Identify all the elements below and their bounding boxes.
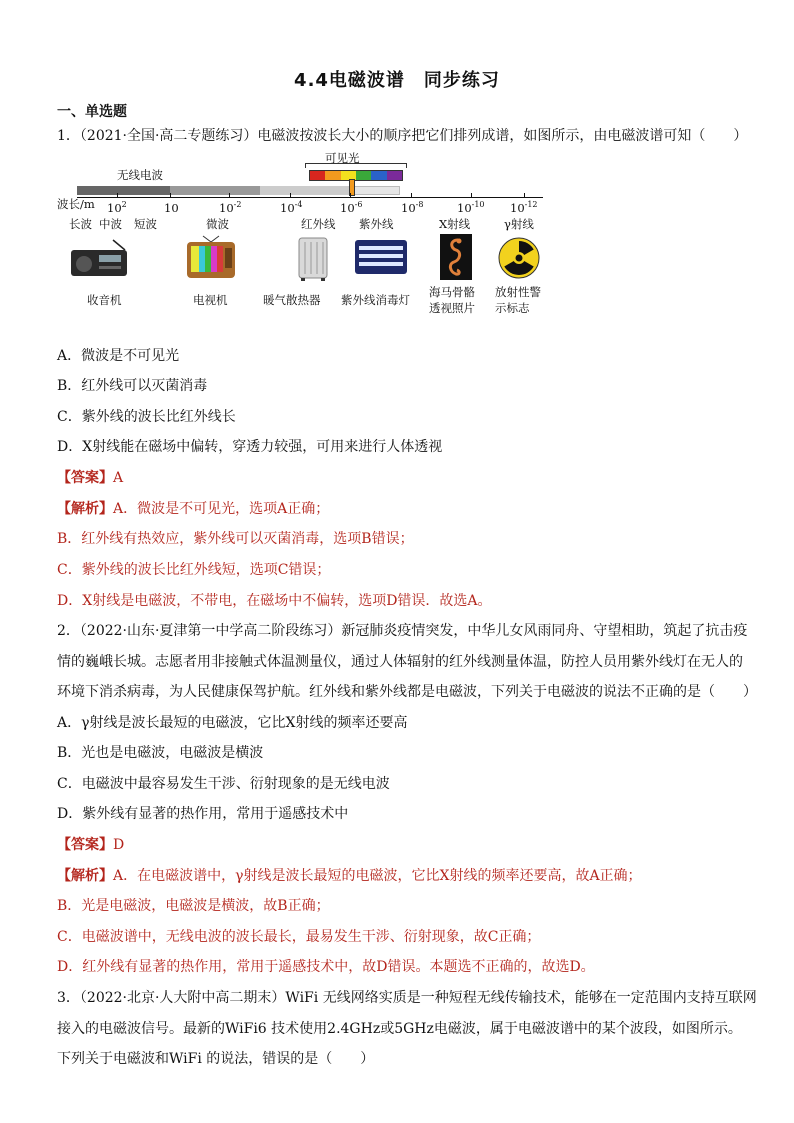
tick-label: $10^2$	[107, 200, 127, 215]
q1-option-c: C．紫外线的波长比红外线长	[57, 409, 236, 425]
q2-option-d: D．紫外线有显著的热作用，常用于遥感技术中	[57, 806, 349, 822]
q1-option-b: B．红外线可以灭菌消毒	[57, 378, 208, 394]
q1-answer: 【答案】A	[57, 470, 124, 486]
band-ultraviolet	[350, 186, 400, 195]
q2-stem-line-1: 2．（2022·山东·夏津第一中学高二阶段练习）新冠肺炎疫情突发，中华儿女风雨同舟、守望相助，筑起了抗击疫	[57, 623, 748, 639]
tick	[471, 193, 472, 198]
q3-stem-line-2: 接入的电磁波信号。最新的WiFi6 技术使用2.4GHz或5GHz电磁波，属于电磁波谱中的某个波段，如图所示。	[57, 1021, 742, 1037]
caption-radio: 收音机	[87, 293, 122, 307]
q2-analysis-b: B．光是电磁波，电磁波是横波，故B正确；	[57, 898, 330, 914]
caption-seahorse-2: 透视照片	[429, 301, 475, 315]
caption-radiator: 暖气散热器	[263, 293, 321, 307]
q2-option-a: A．γ射线是波长最短的电磁波，它比X射线的频率还要高	[57, 715, 408, 731]
tick-label: $10^{-12}$	[510, 200, 538, 215]
category-gamma: γ射线	[504, 217, 534, 231]
tick	[524, 193, 525, 198]
tick-label: 10	[164, 200, 179, 215]
caption-radiation-2: 示标志	[495, 301, 530, 315]
q1-analysis-c: C．紫外线的波长比红外线短，选项C错误；	[57, 562, 331, 578]
q2-analysis-a: 【解析】A．在电磁波谱中，γ射线是波长最短的电磁波，它比X射线的频率还要高，故A正确；	[57, 868, 642, 884]
color-blue	[371, 171, 386, 180]
radio-wave-label: 无线电波	[117, 168, 163, 182]
q2-option-b: B．光也是电磁波，电磁波是横波	[57, 745, 264, 761]
tick-label: $10^{-10}$	[457, 200, 485, 215]
color-green	[356, 171, 371, 180]
category-long-wave: 长波	[69, 217, 92, 231]
category-short-wave: 短波	[134, 217, 157, 231]
seahorse-xray-icon	[440, 234, 472, 280]
q1-option-a: A．微波是不可见光	[57, 348, 180, 364]
q1-analysis-b: B．红外线有热效应，紫外线可以灭菌消毒，选项B错误；	[57, 531, 414, 547]
radio-icon	[69, 238, 129, 278]
caption-tv: 电视机	[193, 293, 228, 307]
color-red	[310, 171, 325, 180]
category-microwave: 微波	[206, 217, 229, 231]
q2-answer: 【答案】D	[57, 837, 125, 853]
section-heading: 一、单选题	[57, 104, 127, 120]
caption-uv-lamp: 紫外线消毒灯	[341, 293, 410, 307]
caption-seahorse-1: 海马骨骼	[429, 285, 475, 299]
q1-option-d: D．X射线能在磁场中偏转，穿透力较强，可用来进行人体透视	[57, 439, 443, 455]
q3-stem-line-1: 3．（2022·北京·人大附中高二期末）WiFi 无线网络实质是一种短程无线传输技术，能够在一定范围内支持互联网	[57, 990, 757, 1006]
caption-radiation-1: 放射性警	[495, 285, 541, 299]
color-orange	[325, 171, 340, 180]
tick	[117, 193, 118, 198]
band-infrared	[260, 186, 350, 195]
uv-lamp-icon	[353, 238, 409, 278]
q2-analysis-d: D．红外线有显著的热作用，常用于遥感技术中，故D错误。本题选不正确的，故选D。	[57, 959, 595, 975]
tick	[229, 193, 230, 198]
tick-label: $10^{-6}$	[340, 200, 363, 215]
visible-light-label: 可见光	[325, 151, 360, 165]
visible-spectrum-bar	[309, 170, 403, 181]
em-spectrum-figure	[57, 150, 547, 320]
q2-stem-line-3: 环境下消杀病毒，为人民健康保驾护航。红外线和紫外线都是电磁波，下列关于电磁波的说法不正确的是（ ）	[57, 684, 757, 700]
tv-icon	[185, 234, 237, 280]
band-microwave	[170, 186, 260, 195]
q1-analysis-d: D．X射线是电磁波，不带电，在磁场中不偏转，选项D错误．故选A。	[57, 593, 492, 609]
q2-analysis-c: C．电磁波谱中，无线电波的波长最长，最易发生干涉、衍射现象，故C正确；	[57, 929, 541, 945]
category-xray: X射线	[439, 217, 471, 231]
wavelength-axis	[77, 197, 543, 198]
tick	[411, 193, 412, 198]
visible-light-bracket	[305, 163, 407, 168]
category-medium-wave: 中波	[99, 217, 122, 231]
q2-option-c: C．电磁波中最容易发生干涉、衍射现象的是无线电波	[57, 776, 390, 792]
color-violet	[387, 171, 402, 180]
category-infrared: 红外线	[301, 217, 336, 231]
q3-stem-line-3: 下列关于电磁波和WiFi 的说法，错误的是（ ）	[57, 1051, 375, 1067]
tick	[290, 193, 291, 198]
tick-label: $10^{-4}$	[280, 200, 303, 215]
q1-analysis-a: 【解析】A．微波是不可见光，选项A正确；	[57, 501, 330, 517]
tick-label: $10^{-8}$	[401, 200, 424, 215]
tick-label: $10^{-2}$	[219, 200, 242, 215]
band-radio	[77, 186, 170, 195]
q2-stem-line-2: 情的巍峨长城。志愿者用非接触式体温测量仪，通过人体辐射的红外线测量体温，防控人员用紫外线灯在无人的	[57, 654, 743, 670]
tick	[170, 193, 171, 198]
wavelength-axis-label: 波长/m	[57, 197, 95, 211]
radiation-warning-icon	[497, 236, 541, 280]
q1-stem: 1．（2021·全国·高二专题练习）电磁波按波长大小的顺序把它们排列成谱，如图所示，由电磁波谱可知（ ）	[57, 128, 748, 144]
tick	[350, 193, 351, 198]
category-ultraviolet: 紫外线	[359, 217, 394, 231]
page-title: 4.4电磁波谱 同步练习	[294, 70, 500, 91]
radiator-icon	[295, 236, 331, 282]
